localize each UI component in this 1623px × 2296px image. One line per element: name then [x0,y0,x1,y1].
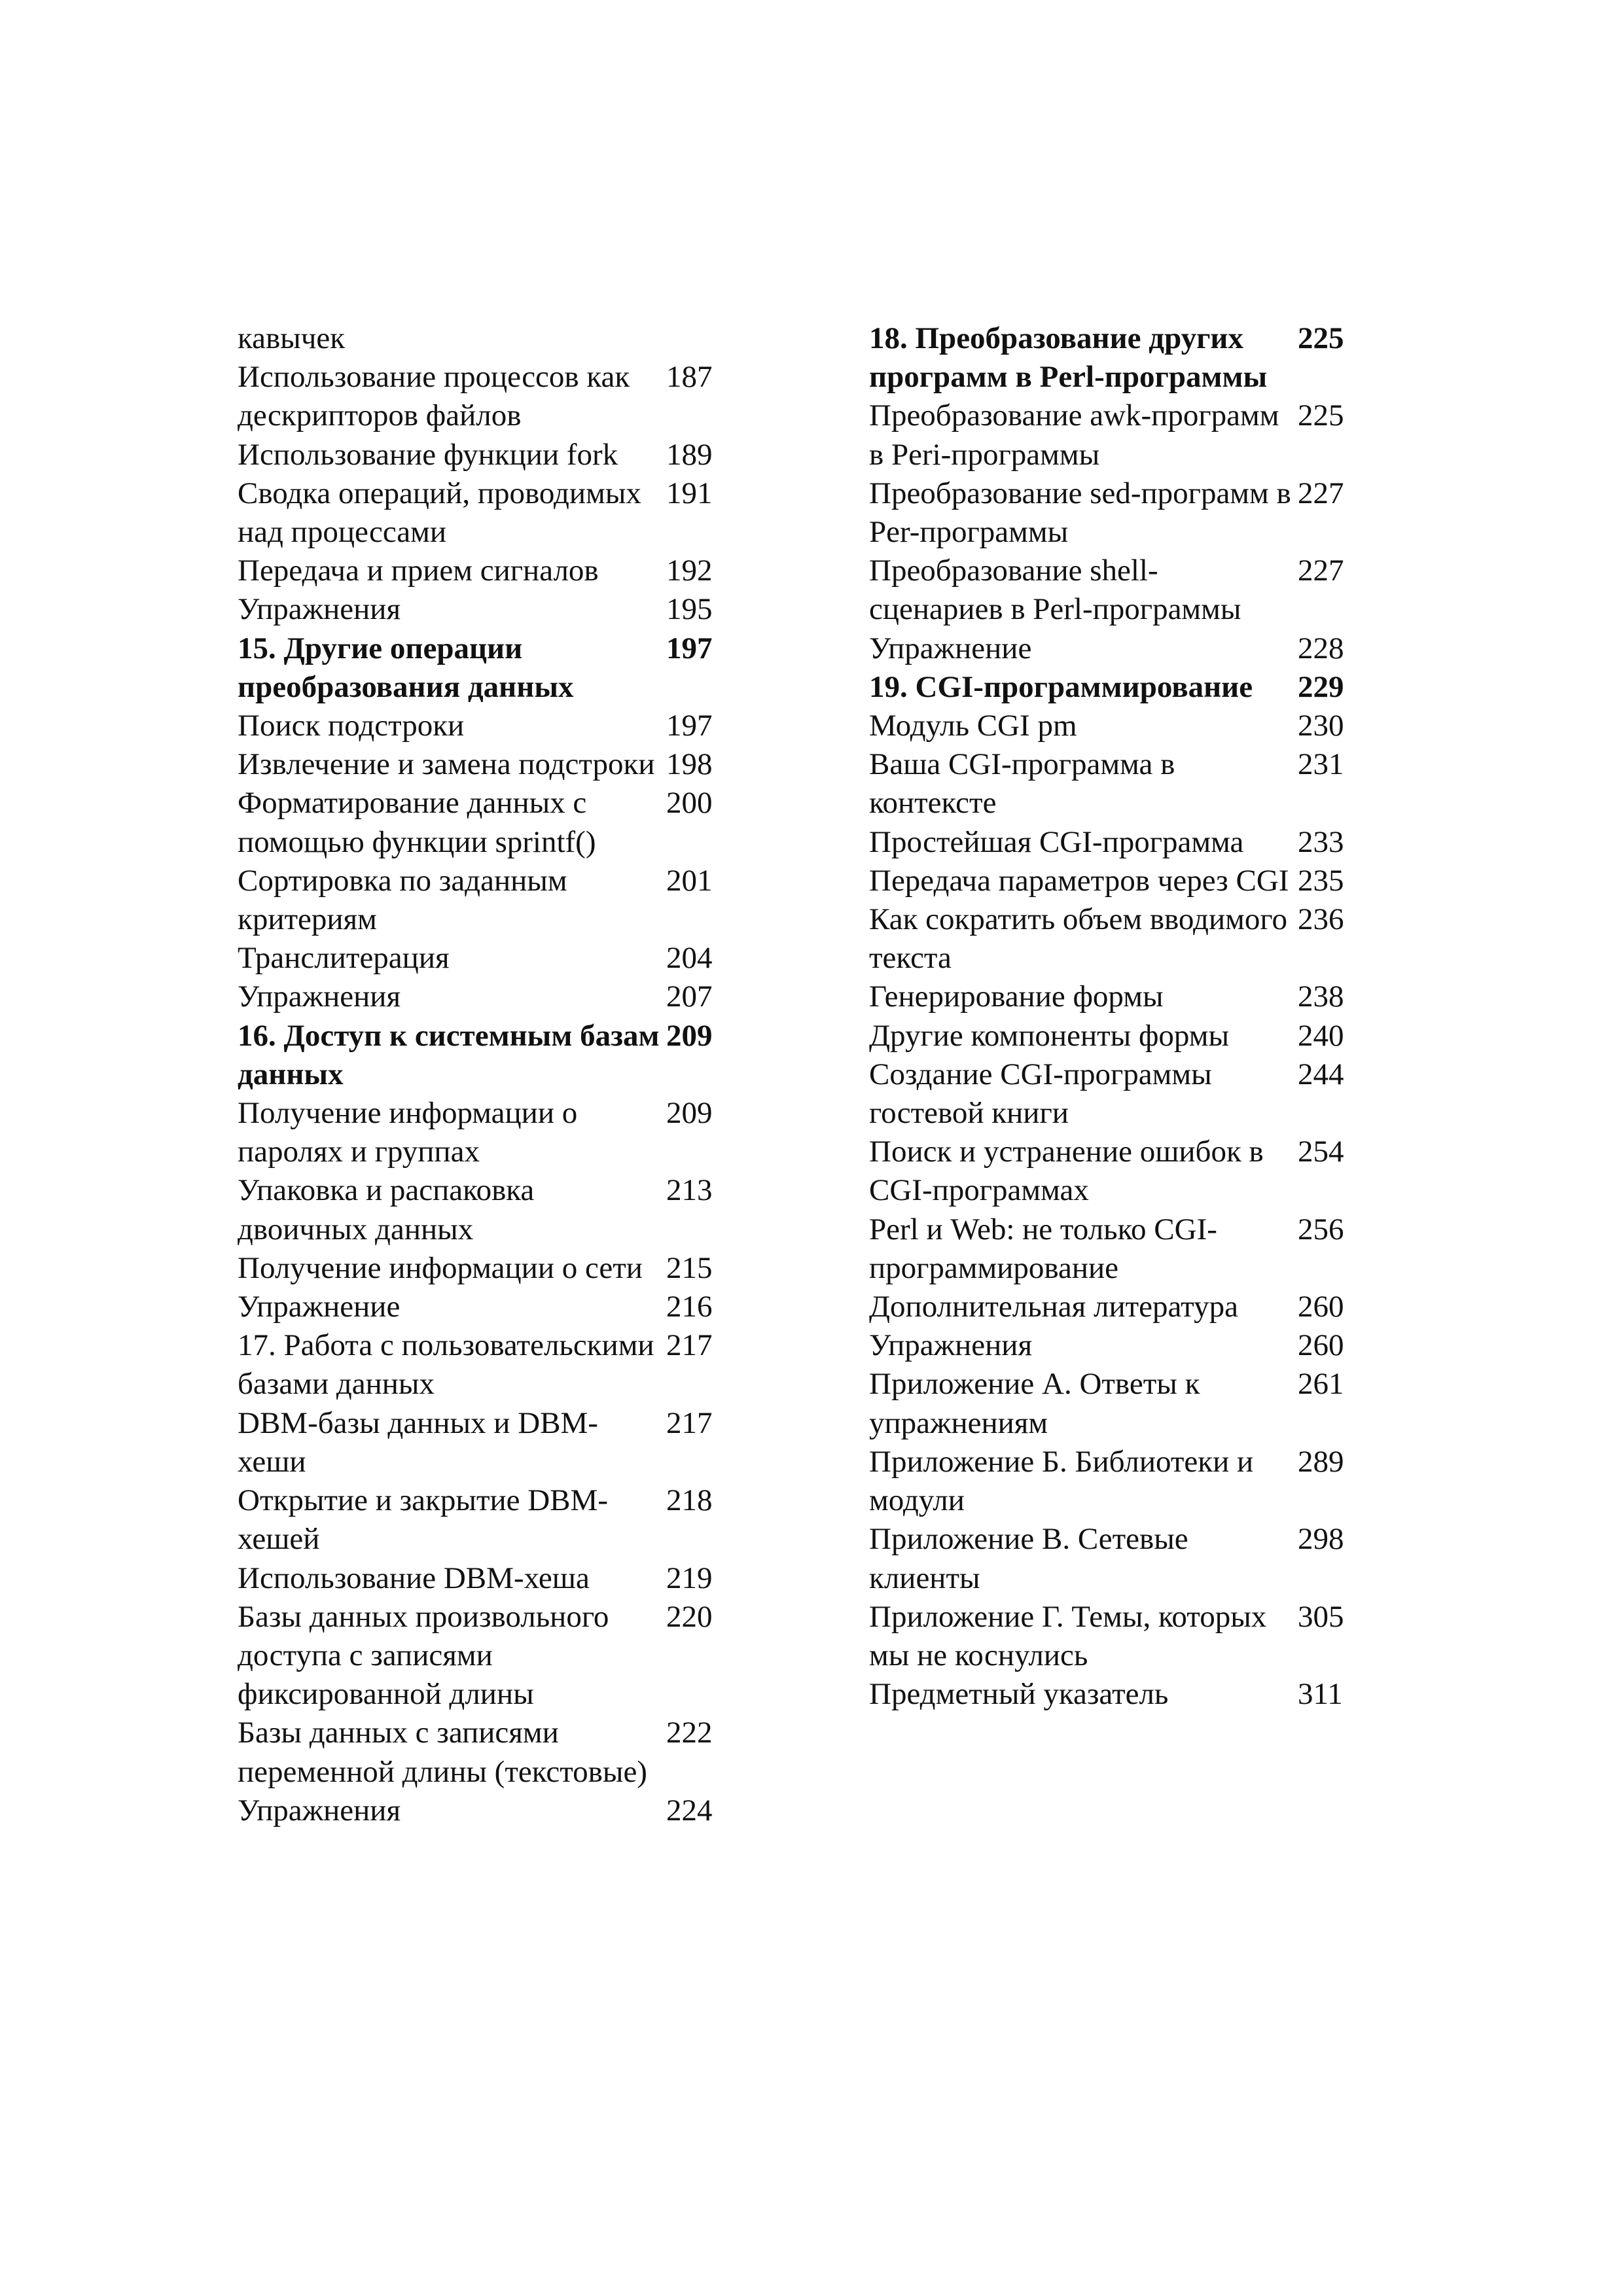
toc-entry [238,745,735,784]
toc-entry [238,1326,735,1404]
toc-entry-page-number: 197 [666,631,713,665]
toc-entry-title: Использование процессов как дескрипторов файлов [238,360,630,433]
toc-entry-page-number: 201 [666,863,713,898]
toc-entry-page-number: 238 [1298,980,1344,1014]
toc-entry-page-number: 192 [666,554,713,588]
toc-entry-page-number: 244 [1298,1057,1344,1091]
toc-entry-page-number: 191 [666,476,713,510]
toc-chapter-entry [238,1017,735,1094]
toc-entry [238,590,735,629]
toc-chapter-entry [869,319,1366,397]
toc-entry-title: Приложение Г. Темы, которых мы не коснулись [869,1599,1267,1672]
toc-entry-page-number: 217 [666,1405,713,1440]
toc-entry-title: Получение информации о паролях и группах [238,1096,578,1169]
toc-entry [869,552,1366,629]
toc-entry-title: Генерирование формы [869,980,1164,1014]
toc-entry-page-number: 225 [1298,398,1344,433]
toc-entry-page-number: 220 [666,1599,713,1634]
toc-entry [238,1559,735,1598]
toc-entry-title: Упражнение [238,1290,401,1324]
toc-right-column [869,319,1366,1714]
toc-entry-page-number: 216 [666,1290,713,1324]
toc-entry [869,1133,1366,1210]
toc-entry-title: Преобразование shell-сценариев в Perl-программы [869,554,1241,627]
toc-entry-page-number: 218 [666,1483,713,1518]
toc-entry-page-number: 209 [666,1018,713,1053]
toc-entry-title: Приложение Б. Библиотеки и модули [869,1444,1254,1518]
toc-entry [869,1326,1366,1365]
toc-entry-title: Поиск подстроки [238,709,465,743]
toc-entry [238,707,735,745]
toc-entry-page-number: 227 [1298,554,1344,588]
toc-entry-page-number: 260 [1298,1290,1344,1324]
toc-entry [869,1288,1366,1326]
toc-entry-title: Предметный указатель [869,1677,1169,1712]
toc-entry-page-number: 227 [1298,476,1344,510]
toc-entry [869,1017,1366,1055]
toc-entry-title: Преобразование sed-программ в Per-программы [869,476,1291,550]
toc-entry-title: Получение информации о сети [238,1250,643,1285]
toc-entry [238,358,735,435]
toc-entry [869,1210,1366,1288]
toc-entry-page-number: 204 [666,941,713,976]
toc-entry [238,1171,735,1248]
toc-entry [869,823,1366,862]
toc-entry-page-number: 230 [1298,709,1344,743]
toc-entry [238,1598,735,1714]
toc-entry-page-number: 235 [1298,863,1344,898]
toc-entry-page-number: 240 [1298,1018,1344,1053]
toc-entry [238,1404,735,1481]
toc-entry-title: Упаковка и распаковка двоичных данных [238,1173,535,1246]
toc-entry [869,1365,1366,1442]
toc-entry-title: Форматирование данных с помощью функции sprintf() [238,786,596,859]
toc-entry [869,474,1366,552]
toc-entry-title: 18. Преобразование других программ в Perl-программы [869,321,1268,395]
toc-entry-title: Базы данных произвольного доступа с записями фиксированной длины [238,1599,609,1712]
toc-entry-title: Сводка операций, проводимых над процессами [238,476,641,550]
toc-entry [869,745,1366,822]
toc-entry-page-number: 254 [1298,1135,1344,1169]
toc-entry-page-number: 222 [666,1716,713,1750]
toc-entry-title: кавычек [238,321,346,355]
toc-entry-page-number: 219 [666,1561,713,1595]
toc-entry [869,1520,1366,1597]
toc-entry-page-number: 200 [666,786,713,821]
toc-entry-title: Использование функции fork [238,437,618,472]
toc-left-column [238,319,735,1830]
toc-entry [238,1249,735,1288]
toc-entry-page-number: 225 [1298,321,1344,355]
toc-entry [238,939,735,978]
toc-entry-page-number: 311 [1298,1677,1343,1712]
toc-entry-title: Создание CGI-программы гостевой книги [869,1057,1212,1131]
toc-entry-title: Использование DBM-хеша [238,1561,590,1595]
toc-entry-title: 17. Работа с пользовательскими базами данных [238,1328,654,1402]
toc-entry-page-number: 233 [1298,824,1344,859]
toc-entry-page-number: 236 [1298,902,1344,937]
toc-entry-title: Другие компоненты формы [869,1018,1230,1053]
toc-entry [238,319,735,358]
toc-entry [238,1094,735,1171]
toc-entry-title: Упражнения [238,980,401,1014]
toc-entry-title: Ваша CGI-программа в контексте [869,747,1175,821]
toc-entry [238,474,735,552]
toc-entry-page-number: 231 [1298,747,1344,782]
toc-entry-title: Модуль CGI pm [869,709,1077,743]
toc-entry-page-number: 187 [666,360,713,395]
toc-entry-title: 15. Другие операции преобразования данных [238,631,574,704]
toc-entry-page-number: 224 [666,1793,713,1828]
toc-entry-page-number: 228 [1298,631,1344,665]
toc-entry-page-number: 256 [1298,1212,1344,1246]
toc-entry [238,784,735,861]
toc-entry [869,397,1366,474]
toc-entry-page-number: 215 [666,1250,713,1285]
toc-entry-page-number: 305 [1298,1599,1344,1634]
toc-entry-page-number: 298 [1298,1522,1344,1557]
toc-entry [238,1481,735,1559]
toc-entry [869,900,1366,978]
toc-entry-title: Приложение А. Ответы к упражнениям [869,1367,1200,1440]
toc-entry [869,978,1366,1016]
toc-entry-page-number: 198 [666,747,713,782]
toc-entry-title: Поиск и устранение ошибок в CGI-программах [869,1135,1264,1208]
toc-entry-page-number: 189 [666,437,713,472]
toc-entry-page-number: 209 [666,1096,713,1131]
toc-entry [238,1714,735,1791]
toc-entry-page-number: 197 [666,709,713,743]
toc-entry-title: Упражнения [238,1793,401,1828]
toc-entry-title: Упражнения [869,1328,1033,1363]
toc-entry [869,1598,1366,1675]
toc-entry [869,862,1366,900]
toc-entry [238,1288,735,1326]
toc-chapter-entry [869,668,1366,707]
toc-entry-title: Транслитерация [238,941,450,976]
toc-entry-title: Открытие и закрытие DBM-хешей [238,1483,608,1557]
toc-entry-title: Упражнения [238,592,401,627]
toc-entry-page-number: 260 [1298,1328,1344,1363]
toc-entry-title: Передача параметров через CGI [869,863,1289,898]
toc-entry-title: 16. Доступ к системным базам данных [238,1018,660,1091]
toc-entry [869,629,1366,668]
toc-entry-page-number: 207 [666,980,713,1014]
toc-entry-title: Простейшая CGI-программа [869,824,1244,859]
toc-entry-title: Упражнение [869,631,1032,665]
toc-entry-page-number: 213 [666,1173,713,1208]
toc-entry [238,436,735,474]
toc-entry-page-number: 289 [1298,1444,1344,1479]
toc-entry-title: Преобразование awk-программ в Peri-программы [869,398,1279,472]
toc-entry-title: Передача и прием сигналов [238,554,599,588]
toc-entry [238,862,735,939]
toc-entry-page-number: 261 [1298,1367,1344,1402]
toc-entry [238,1792,735,1830]
toc-entry-title: DBM-базы данных и DBM-хеши [238,1405,598,1479]
toc-entry-page-number: 195 [666,592,713,627]
toc-entry-title: Извлечение и замена подстроки [238,747,655,782]
toc-entry [238,552,735,590]
toc-entry [869,1443,1366,1520]
toc-entry-page-number: 229 [1298,669,1344,704]
toc-entry-title: Базы данных с записями переменной длины (текстовые) [238,1716,647,1789]
toc-entry [869,1675,1366,1714]
toc-entry-title: 19. CGI-программирование [869,669,1253,704]
toc-entry-title: Сортировка по заданным критериям [238,863,567,937]
toc-entry [238,978,735,1016]
toc-entry [869,1055,1366,1133]
toc-entry [869,707,1366,745]
toc-entry-title: Приложение В. Сетевые клиенты [869,1522,1188,1595]
toc-entry-title: Как сократить объем вводимого текста [869,902,1287,976]
toc-entry-page-number: 217 [666,1328,713,1363]
toc-chapter-entry [238,629,735,707]
toc-entry-title: Дополнительная литература [869,1290,1238,1324]
toc-entry-title: Perl и Web: не только CGI-программирование [869,1212,1217,1285]
